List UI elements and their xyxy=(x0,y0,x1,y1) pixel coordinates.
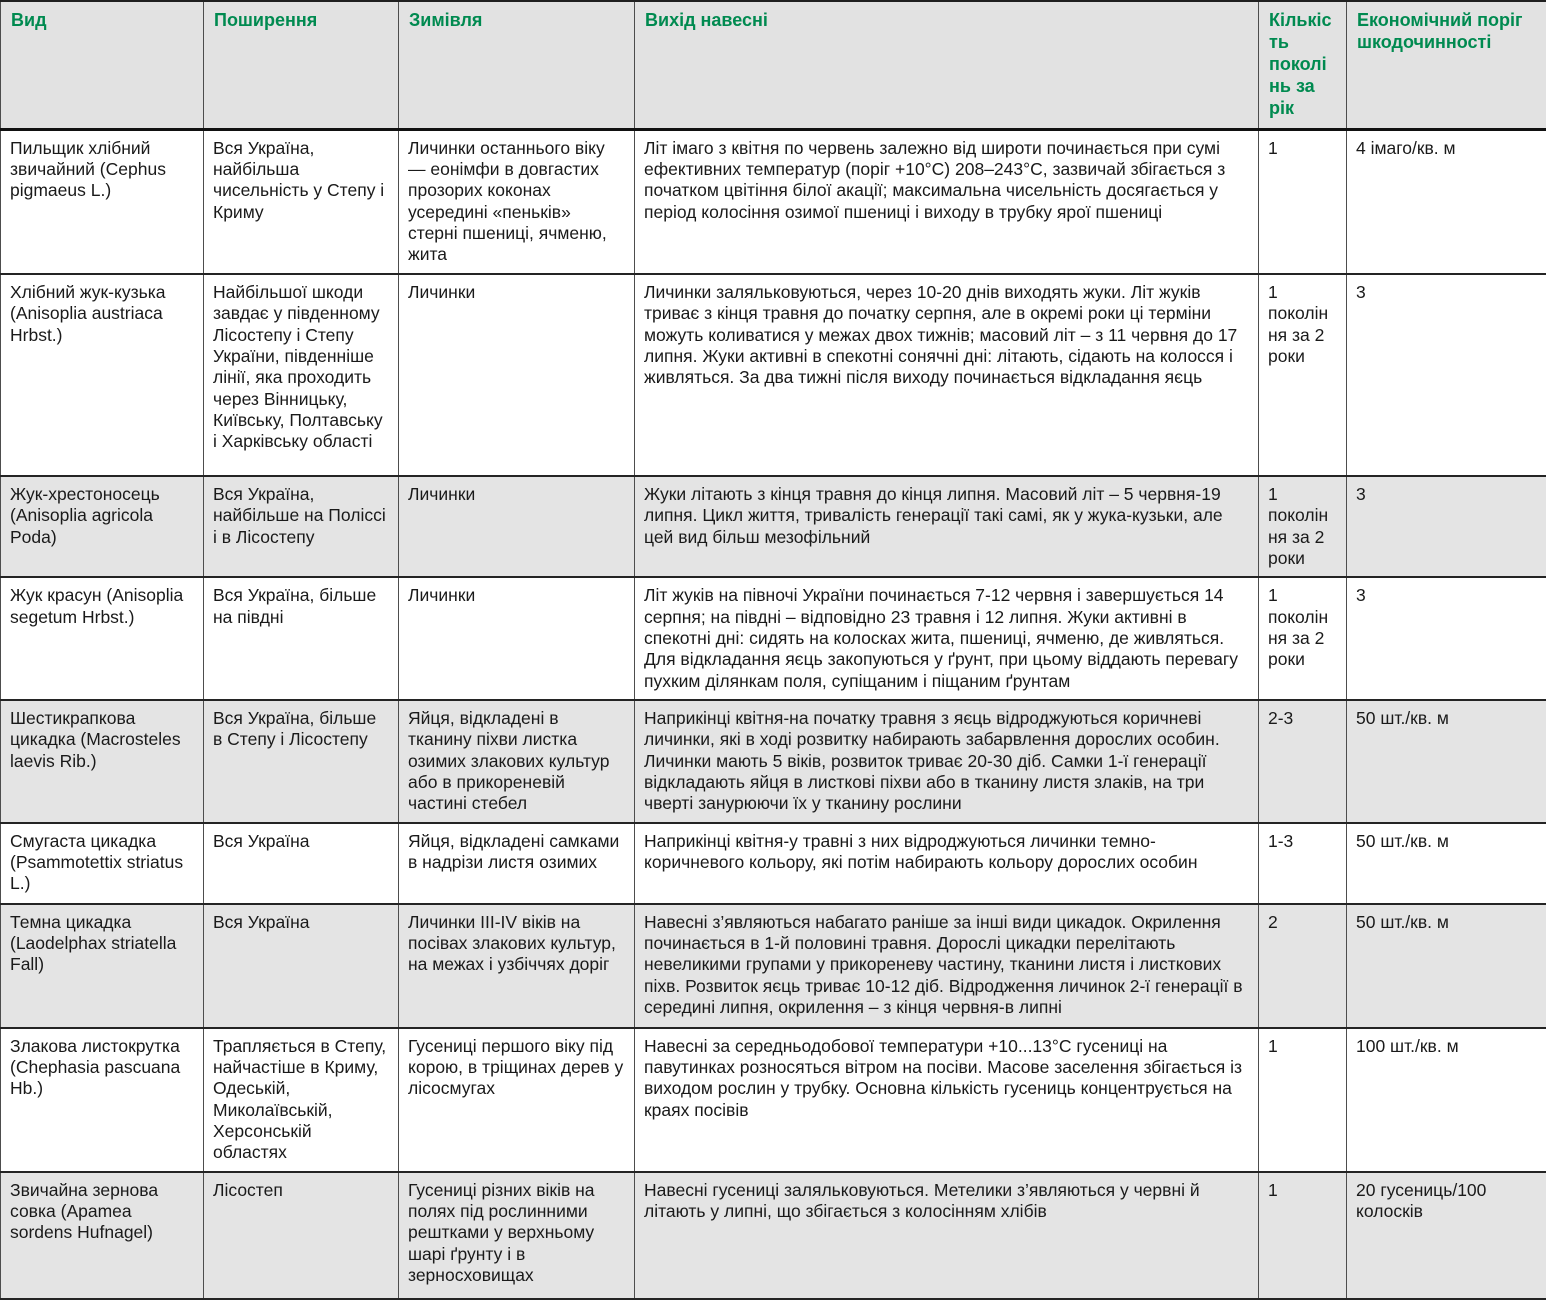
cell-overwintering: Гусениці першого віку під корою, в тріщинах дерев у лісосмугах xyxy=(399,1028,635,1172)
cell-economic-threshold: 50 шт./кв. м xyxy=(1347,700,1546,823)
cell-distribution: Лісостеп xyxy=(204,1172,399,1299)
cell-generations-per-year: 1 xyxy=(1259,1028,1347,1172)
cell-spring-emergence: Навесні з’являються набагато раніше за інші види цикадок. Окрилення починається в 1-й половині травня. Дорослі цикадки перелітають невеликими групами у прикореневу частину, тканини листя і листкових піхв. Розвиток яєць триває 10-12 діб. Відродження личинок 2-ї генерації в середині липня, окрилення – з кінця червня-в липні xyxy=(635,904,1259,1028)
table-row xyxy=(1,1172,1546,1299)
cell-overwintering: Личинки xyxy=(399,577,635,700)
table-row xyxy=(1,129,1546,274)
column-header-generations-per-year: Кількість поколінь за рік xyxy=(1259,1,1347,129)
cell-species: Смугаста цикадка (Psammotettix striatus L.) xyxy=(1,823,204,904)
cell-spring-emergence: Навесні за середньодобової температури +10...13°С гусениці на павутинках розносяться вітром на посіви. Масове заселення збігається із виходом рослин у трубку. Основна кількість гусениць концентрується на краях посівів xyxy=(635,1028,1259,1172)
column-header-overwintering: Зимівля xyxy=(399,1,635,129)
column-header-spring-emergence: Вихід навесні xyxy=(635,1,1259,129)
table-row xyxy=(1,823,1546,904)
cell-generations-per-year: 2-3 xyxy=(1259,700,1347,823)
cell-distribution: Вся Україна xyxy=(204,823,399,904)
cell-spring-emergence: Наприкінці квітня-на початку травня з яєць відроджуються коричневі личинки, які в ході розвитку набирають забарвлення дорослих особин. Личинки мають 5 віків, розвиток триває 20-30 діб. Самки 1-ї генерації відкладають яйця в листкові піхви або в тканину листя злаків, на три чверті занурюючи їх у тканину рослини xyxy=(635,700,1259,823)
cell-spring-emergence: Навесні гусениці заляльковуються. Метелики з’являються у червні й літають у липні, що збігається з колосінням хлібів xyxy=(635,1172,1259,1299)
cell-economic-threshold: 50 шт./кв. м xyxy=(1347,823,1546,904)
cell-distribution: Вся Україна, найбільше на Поліссі і в Лісостепу xyxy=(204,476,399,577)
cell-generations-per-year: 1 xyxy=(1259,1172,1347,1299)
cell-overwintering: Личинки xyxy=(399,274,635,476)
cell-distribution: Вся Україна xyxy=(204,904,399,1028)
cell-spring-emergence: Личинки заляльковуються, через 10-20 днів виходять жуки. Літ жуків триває з кінця травня до початку серпня, але в окремі роки ці терміни можуть коливатися у межах двох тижнів; масовий літ – з 11 червня до 17 липня. Жуки активні в спекотні сонячні дні: літають, сідають на колосся і живляться. За два тижні після виходу починається відкладання яєць xyxy=(635,274,1259,476)
cell-overwintering: Личинки xyxy=(399,476,635,577)
cell-spring-emergence: Літ імаго з квітня по червень залежно від широти починається при сумі ефективних температур (поріг +10°С) 208–243°С, зазвичай збігається з початком цвітіння білої акації; максимальна чисельність досягається у період колосіння озимої пшениці і виходу в трубку ярої пшениці xyxy=(635,129,1259,274)
cell-species: Жук-хрестоносець (Anisoplia agricola Poda) xyxy=(1,476,204,577)
table-row xyxy=(1,274,1546,476)
cell-species: Жук красун (Anisoplia segetum Hrbst.) xyxy=(1,577,204,700)
cell-species: Хлібний жук-кузька (Anisoplia austriaca Hrbst.) xyxy=(1,274,204,476)
table-body xyxy=(1,129,1546,1298)
header-row xyxy=(1,1,1546,129)
column-header-economic-threshold: Економічний поріг шкодочинності xyxy=(1347,1,1546,129)
cell-generations-per-year: 1 покоління за 2 роки xyxy=(1259,476,1347,577)
cell-spring-emergence: Жуки літають з кінця травня до кінця липня. Масовий літ – 5 червня-19 липня. Цикл життя, тривалість генерації такі самі, як у жука-кузьки, але цей вид більш мезофільний xyxy=(635,476,1259,577)
cell-economic-threshold: 3 xyxy=(1347,577,1546,700)
table-row xyxy=(1,904,1546,1028)
cell-spring-emergence: Літ жуків на півночі України починається 7-12 червня і завершується 14 серпня; на півдні – відповідно 23 травня і 12 липня. Жуки активні в спекотні дні: сидять на колосках жита, пшениці, ячменю, де живляться. Для відкладання яєць закопуються у ґрунт, при цьому віддають перевагу пухким ділянкам поля, супіщаним і піщаним ґрунтам xyxy=(635,577,1259,700)
table-row xyxy=(1,476,1546,577)
cell-overwintering: Яйця, відкладені самками в надрізи листя озимих xyxy=(399,823,635,904)
cell-generations-per-year: 1 покоління за 2 роки xyxy=(1259,577,1347,700)
cell-economic-threshold: 3 xyxy=(1347,476,1546,577)
column-header-distribution: Поширення xyxy=(204,1,399,129)
cell-economic-threshold: 4 імаго/кв. м xyxy=(1347,129,1546,274)
cell-economic-threshold: 100 шт./кв. м xyxy=(1347,1028,1546,1172)
cell-distribution: Трапляється в Степу, найчастіше в Криму, Одеській, Миколаївській, Херсонській областях xyxy=(204,1028,399,1172)
cell-generations-per-year: 1 xyxy=(1259,129,1347,274)
cell-species: Пильщик хлібний звичайний (Cephus pigmaeus L.) xyxy=(1,129,204,274)
cell-species: Темна цикадка (Laodelphax striatella Fall) xyxy=(1,904,204,1028)
cell-overwintering: Яйця, відкладені в тканину піхви листка озимих злакових культур або в прикореневій частині стебел xyxy=(399,700,635,823)
cell-economic-threshold: 20 гусениць/100 колосків xyxy=(1347,1172,1546,1299)
table-row xyxy=(1,1028,1546,1172)
cell-overwintering: Личинки останнього віку — еонімфи в довгастих прозорих коконах усередині «пеньків» стерні пшениці, ячменю, жита xyxy=(399,129,635,274)
cell-species: Звичайна зернова совка (Apamea sordens Hufnagel) xyxy=(1,1172,204,1299)
cell-overwintering: Гусениці різних віків на полях під рослинними рештками у верхньому шарі ґрунту і в зерносховищах xyxy=(399,1172,635,1299)
cell-species: Злакова листокрутка (Chephasia pascuana Hb.) xyxy=(1,1028,204,1172)
cell-generations-per-year: 1-3 xyxy=(1259,823,1347,904)
table-header xyxy=(1,1,1546,129)
cell-generations-per-year: 2 xyxy=(1259,904,1347,1028)
cell-economic-threshold: 50 шт./кв. м xyxy=(1347,904,1546,1028)
table-row xyxy=(1,577,1546,700)
cell-spring-emergence: Наприкінці квітня-у травні з них відроджуються личинки темно-коричневого кольору, які потім набирають кольору дорослих особин xyxy=(635,823,1259,904)
table-row xyxy=(1,700,1546,823)
cell-economic-threshold: 3 xyxy=(1347,274,1546,476)
cell-overwintering: Личинки III-IV віків на посівах злакових культур, на межах і узбіччях доріг xyxy=(399,904,635,1028)
cell-species: Шестикрапкова цикадка (Macrosteles laevis Rib.) xyxy=(1,700,204,823)
cell-generations-per-year: 1 покоління за 2 роки xyxy=(1259,274,1347,476)
column-header-species: Вид xyxy=(1,1,204,129)
cell-distribution: Вся Україна, найбільша чисельність у Степу і Криму xyxy=(204,129,399,274)
cell-distribution: Вся Україна, більше в Степу і Лісостепу xyxy=(204,700,399,823)
cell-distribution: Найбільшої шкоди завдає у південному Лісостепу і Степу України, південніше лінії, яка проходить через Вінницьку, Київську, Полтавську і Харківську області xyxy=(204,274,399,476)
cell-distribution: Вся Україна, більше на півдні xyxy=(204,577,399,700)
